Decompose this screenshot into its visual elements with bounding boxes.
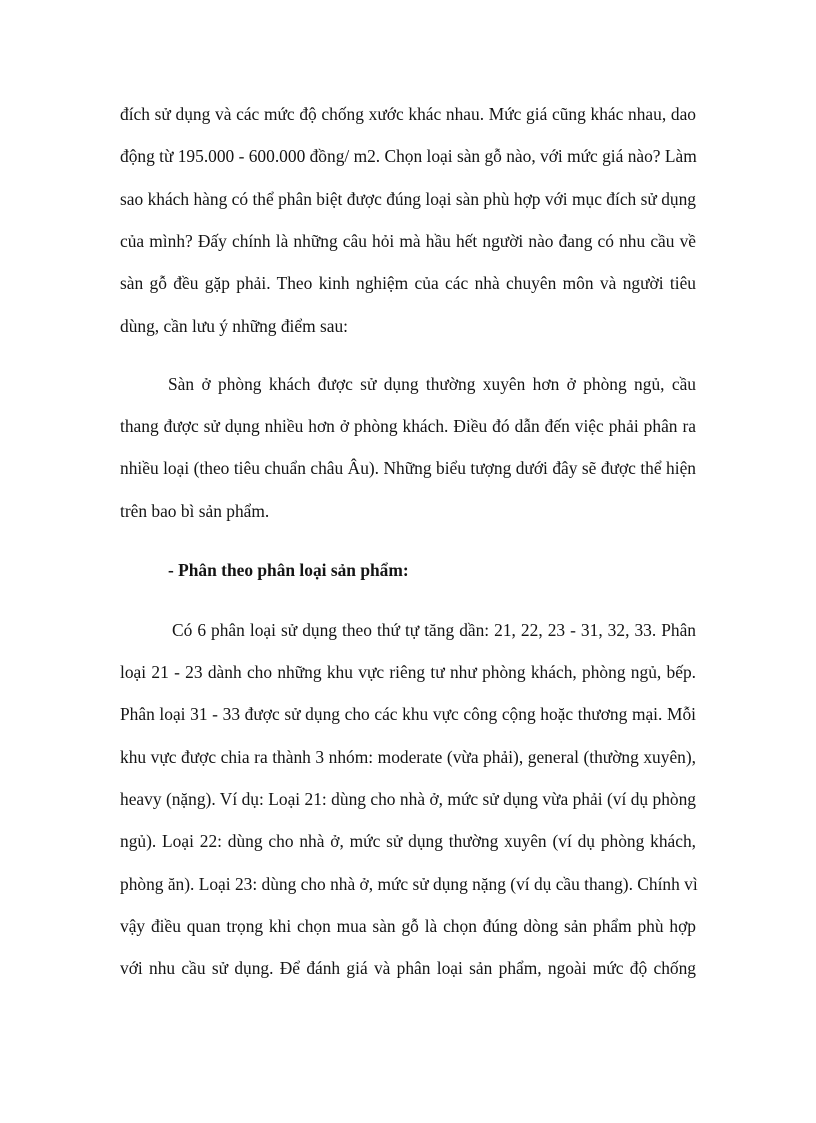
paragraph-2-line-2: thang được sử dụng nhiều hơn ở phòng khách. Điều đó dẫn đến việc phải phân ra — [120, 416, 696, 436]
paragraph-3-line-5: heavy (nặng). Ví dụ: Loại 21: dùng cho nhà ở, mức sử dụng vừa phải (ví dụ phòng — [120, 789, 696, 809]
paragraph-3-line-1: Có 6 phân loại sử dụng theo thứ tự tăng dần: 21, 22, 23 - 31, 32, 33. Phân — [172, 620, 696, 640]
paragraph-2-line-1: Sàn ở phòng khách được sử dụng thường xuyên hơn ở phòng ngủ, cầu — [168, 374, 696, 394]
paragraph-3-line-3: Phân loại 31 - 33 được sử dụng cho các khu vực công cộng hoặc thương mại. Mỗi — [120, 704, 696, 724]
paragraph-1-line-6: dùng, cần lưu ý những điểm sau: — [120, 316, 348, 336]
paragraph-3-line-6: ngủ). Loại 22: dùng cho nhà ở, mức sử dụng thường xuyên (ví dụ phòng khách, — [120, 831, 696, 851]
paragraph-3-line-8: vậy điều quan trọng khi chọn mua sàn gỗ là chọn đúng dòng sản phẩm phù hợp — [120, 916, 696, 936]
paragraph-1-line-4: của mình? Đấy chính là những câu hỏi mà hầu hết người nào đang có nhu cầu về — [120, 231, 696, 251]
paragraph-3-line-7: phòng ăn). Loại 23: dùng cho nhà ở, mức sử dụng nặng (ví dụ cầu thang). Chính vì — [120, 874, 698, 894]
section-heading: - Phân theo phân loại sản phẩm: — [168, 560, 409, 580]
paragraph-2-line-4: trên bao bì sản phẩm. — [120, 501, 270, 521]
paragraph-1-line-2: động từ 195.000 - 600.000 đồng/ m2. Chọn loại sàn gỗ nào, với mức giá nào? Làm — [120, 146, 697, 166]
paragraph-1-line-1: đích sử dụng và các mức độ chống xước khác nhau. Mức giá cũng khác nhau, dao — [120, 104, 696, 124]
paragraph-3-line-2: loại 21 - 23 dành cho những khu vực riêng tư như phòng khách, phòng ngủ, bếp. — [120, 662, 696, 682]
paragraph-1-line-5: sàn gỗ đều gặp phải. Theo kinh nghiệm của các nhà chuyên môn và người tiêu — [120, 273, 696, 293]
paragraph-3-line-9: với nhu cầu sử dụng. Để đánh giá và phân loại sản phẩm, ngoài mức độ chống — [120, 958, 696, 978]
paragraph-2-line-3: nhiều loại (theo tiêu chuẩn châu Âu). Những biểu tượng dưới đây sẽ được thể hiện — [120, 458, 696, 478]
paragraph-3-line-4: khu vực được chia ra thành 3 nhóm: moderate (vừa phải), general (thường xuyên), — [120, 747, 696, 767]
paragraph-1-line-3: sao khách hàng có thể phân biệt được đúng loại sàn phù hợp với mục đích sử dụng — [120, 189, 696, 209]
